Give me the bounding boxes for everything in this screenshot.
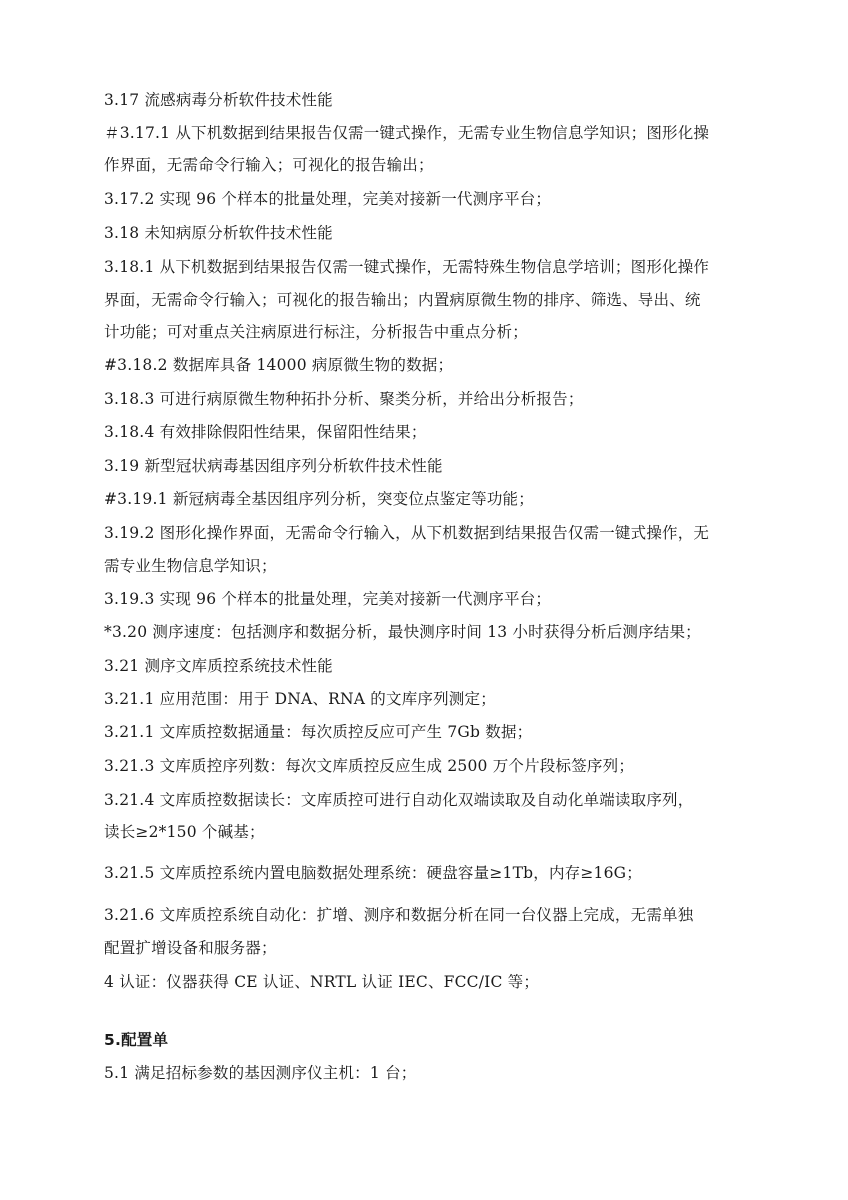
text-line: 3.18.1 从下机数据到结果报告仅需一键式操作，无需特殊生物信息学培训；图形化操作 xyxy=(104,258,710,276)
text-line: 界面，无需命令行输入；可视化的报告输出；内置病原微生物的排序、筛选、导出、统 xyxy=(104,291,701,309)
text-line: #3.19.1 新冠病毒全基因组序列分析，突变位点鉴定等功能； xyxy=(104,490,534,508)
text-line: 5.1 满足招标参数的基因测序仪主机：1 台； xyxy=(104,1064,417,1082)
text-line: 3.21.1 应用范围：用于 DNA、RNA 的文库序列测定； xyxy=(104,690,496,708)
text-line: 3.18 未知病原分析软件技术性能 xyxy=(104,224,333,242)
text-line: 3.21.6 文库质控系统自动化：扩增、测序和数据分析在同一台仪器上完成，无需单独 xyxy=(104,906,694,924)
text-line: 作界面，无需命令行输入；可视化的报告输出； xyxy=(104,156,434,174)
text-line: #3.18.2 数据库具备 14000 病原微生物的数据； xyxy=(104,356,454,374)
text-line: 3.21.1 文库质控数据通量：每次质控反应可产生 7Gb 数据； xyxy=(104,723,533,741)
text-line: 3.19 新型冠状病毒基因组序列分析软件技术性能 xyxy=(104,457,443,475)
text-line: 3.19.2 图形化操作界面，无需命令行输入，从下机数据到结果报告仅需一键式操作，无 xyxy=(104,524,710,542)
text-line: 3.21 测序文库质控系统技术性能 xyxy=(104,657,333,675)
text-line: ＃3.17.1 从下机数据到结果报告仅需一键式操作，无需专业生物信息学知识；图形化操 xyxy=(104,124,710,142)
text-line: 3.18.3 可进行病原微生物种拓扑分析、聚类分析，并给出分析报告； xyxy=(104,390,584,408)
text-line: 3.21.4 文库质控数据读长：文库质控可进行自动化双端读取及自动化单端读取序列， xyxy=(104,791,694,809)
text-line: 计功能；可对重点关注病原进行标注，分析报告中重点分析； xyxy=(104,323,528,341)
text-line: 3.21.3 文库质控序列数：每次文库质控反应生成 2500 万个片段标签序列； xyxy=(104,757,635,775)
text-line: 3.17 流感病毒分析软件技术性能 xyxy=(104,91,333,109)
text-line: 3.21.5 文库质控系统内置电脑数据处理系统：硬盘容量≥1Tb，内存≥16G； xyxy=(104,864,642,882)
section-heading: 5.配置单 xyxy=(104,1031,169,1049)
text-line: 需专业生物信息学知识； xyxy=(104,557,277,575)
text-line: 3.18.4 有效排除假阳性结果，保留阳性结果； xyxy=(104,423,427,441)
text-line: 配置扩增设备和服务器； xyxy=(104,939,277,957)
text-line: 4 认证：仪器获得 CE 认证、NRTL 认证 IEC、FCC/IC 等； xyxy=(104,973,540,991)
text-line: 读长≥2*150 个碱基； xyxy=(104,823,265,841)
text-line: 3.19.3 实现 96 个样本的批量处理，完美对接新一代测序平台； xyxy=(104,590,552,608)
text-line: 3.17.2 实现 96 个样本的批量处理，完美对接新一代测序平台； xyxy=(104,190,552,208)
text-line: *3.20 测序速度：包括测序和数据分析，最快测序时间 13 小时获得分析后测序结果； xyxy=(104,623,701,641)
